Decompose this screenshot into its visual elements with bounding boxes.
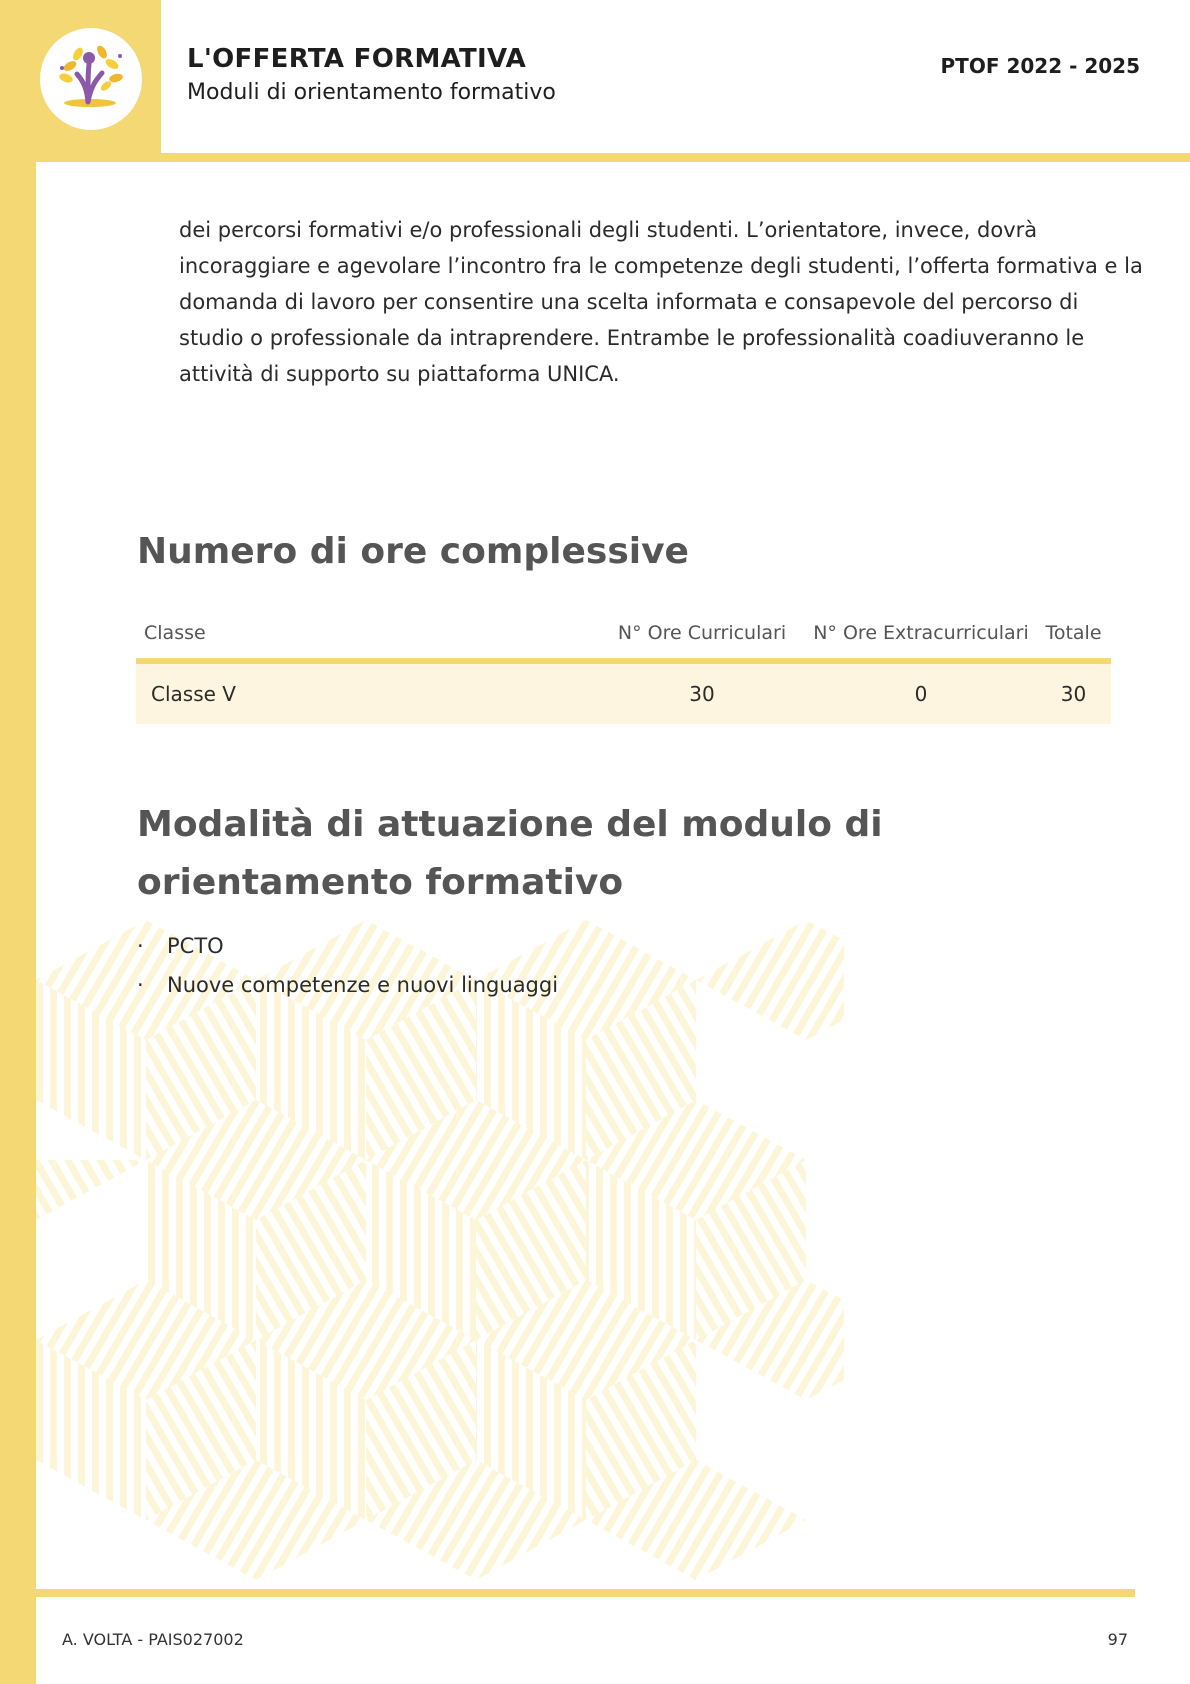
cell-total: 30 (1060, 682, 1087, 706)
list-item (137, 928, 558, 967)
column-header-classe: Classe (144, 622, 206, 644)
intro-line: dei percorsi formativi e/o professionali degli studenti. L’orientatore, invece, dovrà (179, 218, 1038, 242)
bullet-icon: · (137, 934, 144, 958)
intro-line: studio o professionale da intraprendere. Entrambe le professionalità coadiuveranno le (179, 326, 1085, 350)
table-header (136, 618, 1111, 658)
intro-line: domanda di lavoro per consentire una scelta informata e consapevole del percorso di (179, 290, 1079, 314)
intro-line: incoraggiare e agevolare l’incontro fra le competenze degli studenti, l’offerta formativa e la (179, 254, 1143, 278)
page-section-subtitle: Moduli di orientamento formativo (187, 80, 556, 105)
intro-line: attività di supporto su piattaforma UNICA. (179, 362, 620, 386)
school-tree-logo-icon (40, 28, 142, 130)
document-label: PTOF 2022 - 2025 (940, 54, 1140, 78)
list-item-label: PCTO (167, 934, 224, 958)
modality-section-heading: Modalità di attuazione del modulo di orientamento formativo (137, 804, 883, 903)
footer-divider (36, 1589, 1135, 1597)
bullet-icon: · (137, 973, 144, 997)
left-accent-band (0, 0, 36, 1684)
list-item-label: Nuove competenze e nuovi linguaggi (167, 973, 559, 997)
column-header-total: Totale (1045, 622, 1102, 644)
intro-paragraph (179, 212, 1143, 392)
cell-extracurricular-hours: 0 (914, 682, 928, 706)
table-row (136, 664, 1111, 724)
cell-classe: Classe V (151, 682, 236, 706)
hours-table (136, 618, 1111, 724)
cell-curricular-hours: 30 (689, 682, 715, 706)
header-divider (36, 153, 1190, 162)
page-section-title: L'OFFERTA FORMATIVA (187, 44, 527, 74)
logo-block (0, 0, 161, 160)
column-header-curricular-hours: N° Ore Curriculari (617, 622, 787, 644)
page-number: 97 (1107, 1630, 1128, 1649)
list-item (137, 967, 558, 1006)
hours-section-heading: Numero di ore complessive (137, 531, 689, 572)
modality-list (137, 928, 558, 1006)
column-header-extracurricular-hours: N° Ore Extracurriculari (813, 622, 1029, 644)
footer-school-code: A. VOLTA - PAIS027002 (62, 1630, 244, 1649)
